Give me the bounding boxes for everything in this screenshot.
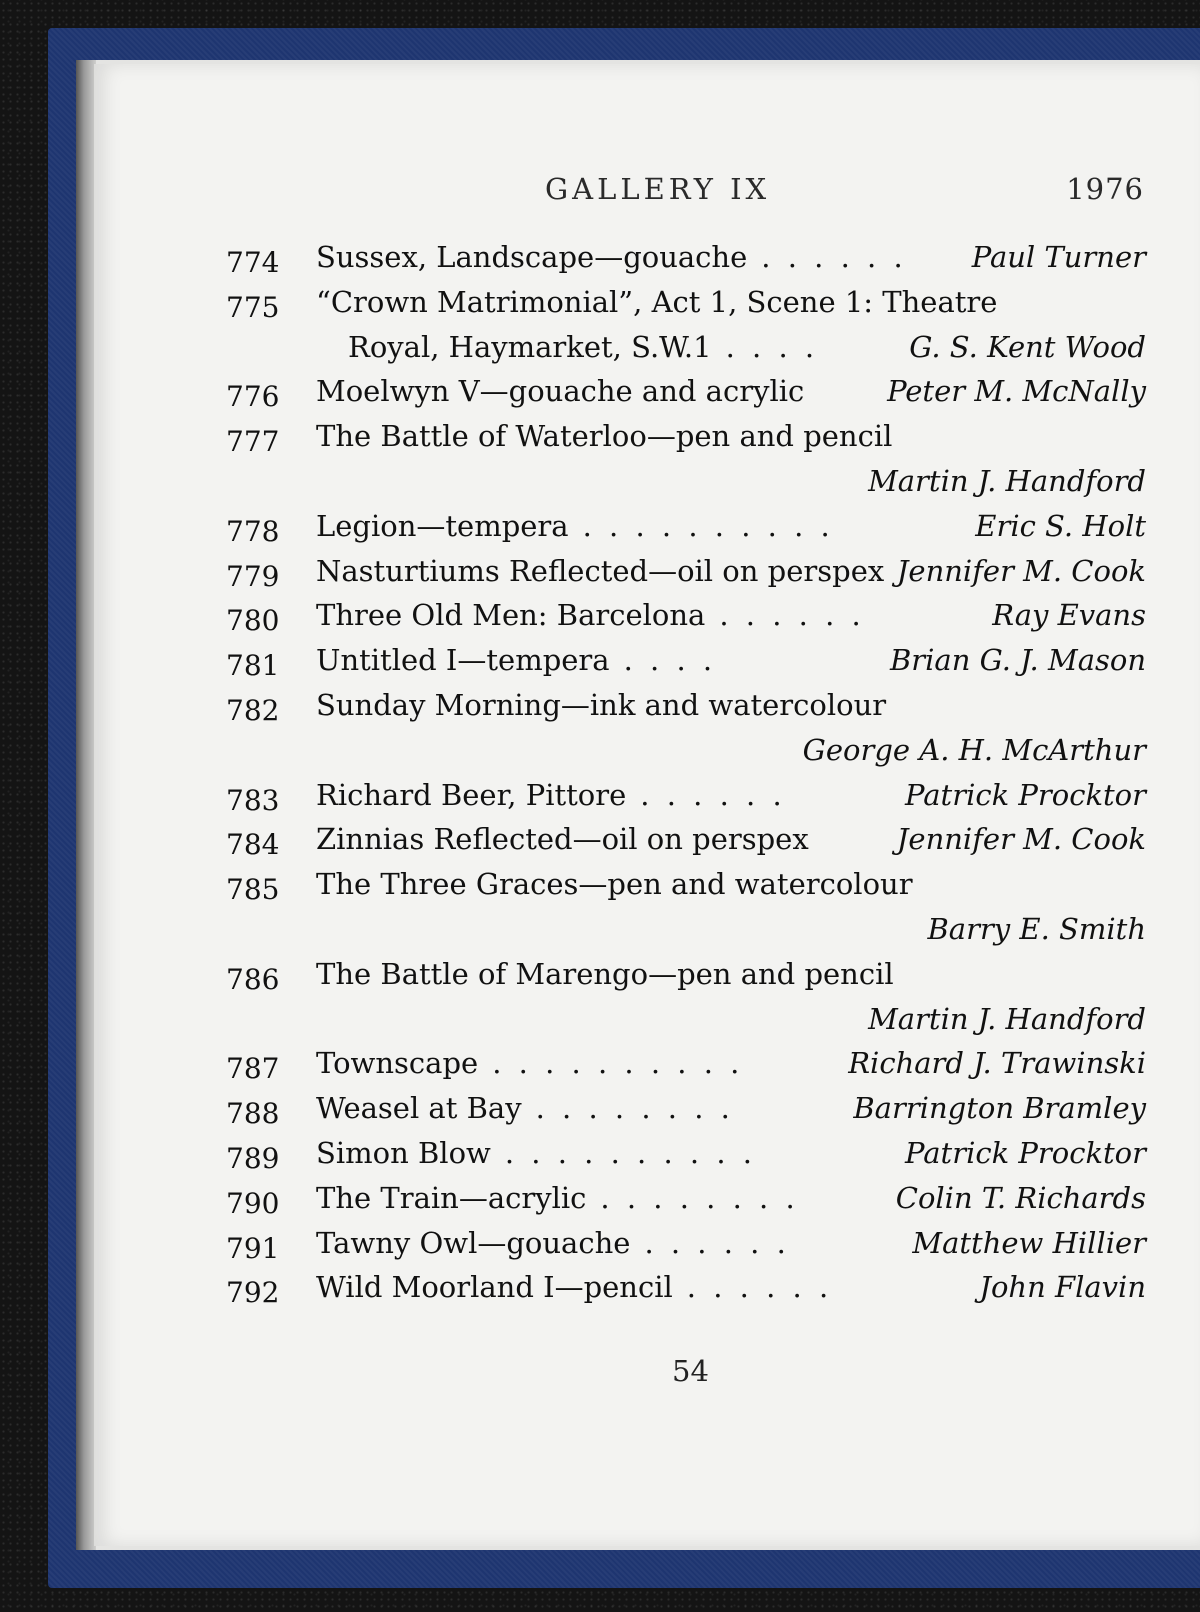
entry-title-text: Sussex, Landscape—gouache: [316, 240, 748, 274]
entry-title-text: Zinnias Reflected—oil on perspex: [316, 822, 809, 857]
entry-artist: Richard J. Trawinski: [848, 1046, 1146, 1081]
leader-dots: . . . . . . . . . .: [582, 508, 834, 543]
book-gutter: [76, 60, 96, 1550]
entry-title: [316, 285, 1011, 319]
entry-title-text: Simon Blow: [316, 1136, 491, 1170]
leader-dots: . . . . . .: [686, 1270, 833, 1305]
leader-dots: . . . . . .: [761, 240, 907, 274]
entry-number: 786: [226, 962, 280, 996]
entry-title: [316, 1002, 330, 1036]
entry-artist: Barry E. Smith: [927, 912, 1146, 946]
catalogue-entry: [226, 374, 1146, 418]
leader-dots: . . . .: [725, 329, 819, 364]
entry-number: 779: [226, 559, 280, 593]
entry-number: 788: [226, 1097, 280, 1131]
catalogue-entry: [226, 643, 1146, 687]
catalogue-entry: [226, 1091, 1146, 1135]
entry-number: 783: [226, 783, 280, 817]
entry-number: 789: [226, 1142, 280, 1175]
entry-title: [316, 1181, 799, 1215]
catalogue-entry: [226, 912, 1146, 956]
entry-title-text: Richard Beer, Pittore: [316, 777, 627, 812]
entry-title: [316, 778, 786, 812]
entry-artist: Ray Evans: [992, 598, 1146, 633]
entry-title: [316, 733, 330, 767]
entry-title: [316, 912, 330, 946]
entry-artist: Barrington Bramley: [853, 1091, 1146, 1126]
entry-number: 776: [226, 380, 280, 414]
entry-title: [316, 554, 898, 588]
entry-artist: Martin J. Handford: [868, 1001, 1146, 1036]
entry-title: [316, 1136, 756, 1170]
catalogue-entry: [226, 240, 1146, 284]
entry-title-text: Three Old Men: Barcelona: [316, 598, 706, 633]
catalogue-entry: [226, 464, 1146, 508]
entry-title-text: “Crown Matrimonial”, Act 1, Scene 1: Theatre: [316, 284, 998, 319]
entry-artist: Paul Turner: [971, 240, 1146, 274]
entry-title: [316, 464, 330, 498]
entry-artist: Martin J. Handford: [868, 464, 1146, 498]
leader-dots: . . . . . . . . . .: [492, 1046, 744, 1081]
entry-title-text: Royal, Haymarket, S.W.1: [348, 329, 712, 364]
entry-title: [316, 374, 818, 408]
entry-number: 781: [226, 649, 280, 683]
entry-artist: Jennifer M. Cook: [896, 822, 1146, 857]
leader-dots: . . . . . . . . . .: [504, 1136, 757, 1170]
entry-title-text: The Three Graces—pen and watercolour: [316, 867, 913, 902]
leader-dots: . . . . . .: [640, 777, 786, 812]
entry-title-text: Untitled I—tempera: [316, 643, 610, 678]
entry-artist: Eric S. Holt: [975, 508, 1146, 543]
catalogue-entry: [226, 1226, 1146, 1270]
entry-title-text: The Battle of Waterloo—pen and pencil: [316, 419, 893, 454]
entry-artist: John Flavin: [979, 1270, 1146, 1305]
entry-number: 791: [226, 1231, 280, 1265]
entry-title: [316, 1226, 790, 1260]
entry-title-text: Weasel at Bay: [316, 1091, 522, 1126]
leader-dots: . . . . . .: [719, 598, 865, 633]
catalogue-entry: [226, 1002, 1146, 1046]
catalogue-entry: [226, 1270, 1146, 1314]
catalogue-entry: [226, 419, 1146, 463]
entry-artist: Colin T. Richards: [895, 1180, 1146, 1215]
entry-title: [316, 867, 927, 901]
entry-title: [316, 822, 823, 856]
catalogue-entry: [226, 1046, 1146, 1090]
entry-number: 790: [226, 1186, 280, 1220]
catalogue-entry: [226, 733, 1146, 777]
entry-number: 780: [226, 604, 280, 638]
entry-title: [316, 1270, 832, 1304]
entry-title-text: Nasturtiums Reflected—oil on perspex: [316, 553, 885, 588]
catalogue-entry: [226, 778, 1146, 822]
entry-title: [316, 1046, 743, 1080]
entry-title-text: Legion—tempera: [316, 508, 569, 543]
catalogue-entry: [226, 285, 1146, 329]
entry-title: [316, 643, 716, 677]
year-heading: 1976: [1066, 172, 1144, 206]
entry-title: [348, 330, 818, 364]
leader-dots: . . . . . . . .: [600, 1180, 799, 1215]
entry-title-text: Townscape: [316, 1046, 479, 1081]
entry-title-text: Sunday Morning—ink and watercolour: [316, 688, 887, 722]
entry-title-text: Tawny Owl—gouache: [316, 1225, 631, 1260]
leader-dots: . . . . . . . .: [535, 1091, 734, 1126]
catalogue-entry: [226, 330, 1146, 374]
leader-dots: . . . . . .: [644, 1225, 790, 1260]
entry-artist: G. S. Kent Wood: [909, 329, 1146, 364]
entry-number: 792: [226, 1276, 280, 1310]
catalogue-entry: [226, 509, 1146, 553]
entry-artist: Peter M. McNally: [887, 374, 1146, 409]
entry-title-text: Wild Moorland I—pencil: [316, 1270, 673, 1305]
page-number: 54: [672, 1354, 709, 1388]
entry-number: 785: [226, 873, 280, 907]
catalogue-entry: [226, 688, 1146, 732]
entry-artist: Patrick Procktor: [905, 1136, 1146, 1170]
catalogue-entry: [226, 554, 1146, 598]
entry-title: [316, 1091, 734, 1125]
entry-number: 784: [226, 828, 280, 862]
entry-artist: Jennifer M. Cook: [896, 553, 1146, 588]
entry-number: 778: [226, 514, 280, 548]
catalogue-entry: [226, 1181, 1146, 1225]
entry-title-text: The Train—acrylic: [316, 1180, 587, 1215]
catalogue-entry: [226, 822, 1146, 866]
entry-title: [316, 688, 900, 722]
entry-title-text: Moelwyn V—gouache and acrylic: [316, 374, 805, 409]
entry-number: 787: [226, 1052, 280, 1086]
entry-title-text: The Battle of Marengo—pen and pencil: [316, 956, 894, 991]
entry-title: [316, 509, 834, 543]
entry-artist: Matthew Hillier: [912, 1225, 1146, 1260]
running-header: [0, 172, 1200, 222]
catalogue-entry: [226, 957, 1146, 1001]
entry-artist: Patrick Procktor: [905, 777, 1146, 812]
entry-artist: Brian G. J. Mason: [889, 643, 1146, 678]
entry-title: [316, 240, 907, 274]
entry-number: 775: [226, 290, 280, 324]
entry-title: [316, 957, 908, 991]
entry-number: 777: [226, 425, 280, 459]
entry-title: [316, 419, 906, 453]
entry-number: 782: [226, 694, 280, 727]
catalogue-entry: [226, 1136, 1146, 1180]
catalogue-entry: [226, 867, 1146, 911]
gallery-heading: GALLERY IX: [545, 172, 771, 206]
catalogue-entry: [226, 598, 1146, 642]
entry-artist: George A. H. McArthur: [802, 732, 1146, 767]
leader-dots: . . . .: [623, 643, 717, 678]
entry-title: [316, 598, 865, 632]
entry-number: 774: [226, 246, 280, 279]
